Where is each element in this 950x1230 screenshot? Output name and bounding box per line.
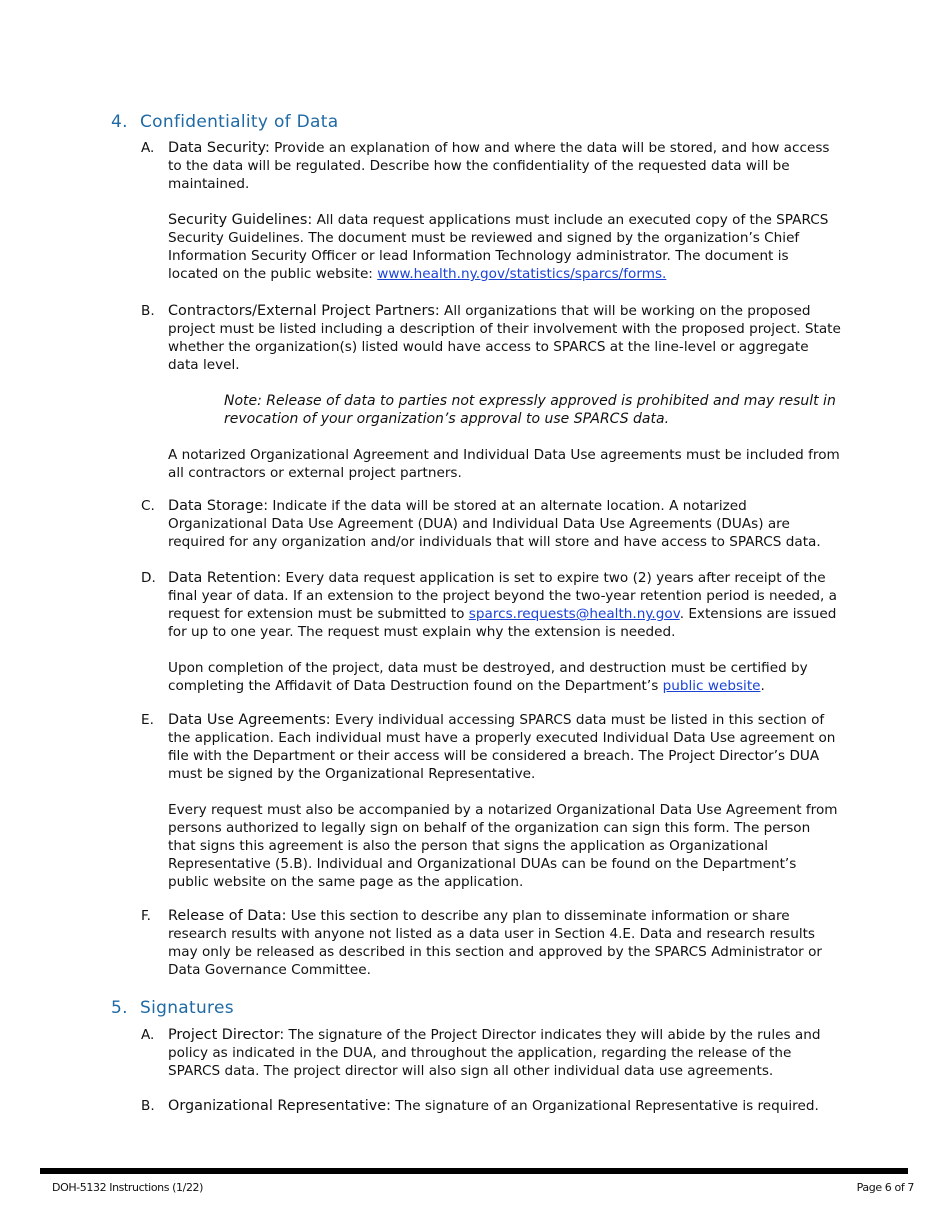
item-letter: C. xyxy=(141,498,155,514)
item-paragraph xyxy=(168,1097,841,1115)
item-text: . Extensions are issued for up to one year. The request must explain why the extension is needed. xyxy=(168,606,837,640)
item-letter: B. xyxy=(141,1098,155,1114)
item-paragraph xyxy=(168,711,841,783)
item-project-director xyxy=(141,1026,841,1080)
item-text: All organizations that will be working on the proposed project must be listed including a description of their involvement with the proposed project. State whether the organization(s) listed would have access to SPARCS at the line-level or aggregate data level. xyxy=(168,303,841,373)
footer-rule xyxy=(40,1168,908,1174)
item-lead: Data Storage: xyxy=(168,498,269,514)
section-heading-signatures xyxy=(111,998,234,1018)
item-paragraph xyxy=(168,907,841,979)
item-letter: F. xyxy=(141,908,151,924)
item-text: The signature of the Project Director indicates they will abide by the rules and policy as indicated in the DUA, and throughout the application, regarding the release of the SPARCS data. The project director will also sign all other individual data use agreements. xyxy=(168,1027,821,1079)
item-paragraph xyxy=(168,302,841,374)
notarized-agreement-paragraph: A notarized Organizational Agreement and Individual Data Use agreements must be included from all contractors or external project partners. xyxy=(168,447,840,481)
section-number: 4. xyxy=(111,112,128,132)
item-letter: D. xyxy=(141,570,156,586)
section-title: Signatures xyxy=(140,998,234,1018)
item-lead: Security Guidelines: xyxy=(168,212,313,228)
security-guidelines-paragraph xyxy=(168,211,841,283)
item-text: All data request applications must include an executed copy of the SPARCS Security Guidelines. The document must be reviewed and signed by the organization’s Chief Information Security Officer or lead Information Technology administrator. The document is located on the public website: xyxy=(168,212,829,282)
item-contractors xyxy=(141,302,841,482)
section-number: 5. xyxy=(111,998,128,1018)
destruction-paragraph xyxy=(168,659,841,695)
item-lead: Data Security: xyxy=(168,140,270,156)
item-text: The signature of an Organizational Representative is required. xyxy=(390,1098,819,1114)
item-paragraph xyxy=(168,1026,841,1080)
item-lead: Project Director: xyxy=(168,1027,285,1043)
page-number: Page 6 of 7 xyxy=(856,1181,914,1194)
item-letter: B. xyxy=(141,303,155,319)
section-title: Confidentiality of Data xyxy=(140,112,339,132)
item-data-storage xyxy=(141,497,841,551)
item-lead: Data Use Agreements: xyxy=(168,712,331,728)
item-data-use-agreements xyxy=(141,711,841,891)
organizational-dua-paragraph: Every request must also be accompanied by a notarized Organizational Data Use Agreement from persons authorized to legally sign on behalf of the organization can sign this form. The person that signs this agreement is also the person that signs the application as Organizational Representative (5.B). Individual and Organizational DUAs can be found on the Department’s public website on the same page as the application. xyxy=(168,802,838,890)
item-organizational-representative xyxy=(141,1097,841,1115)
item-release-of-data xyxy=(141,907,841,979)
item-paragraph xyxy=(168,569,841,641)
item-lead: Data Retention: xyxy=(168,570,282,586)
period: . xyxy=(760,678,765,694)
item-text: Every individual accessing SPARCS data must be listed in this section of the application. Each individual must have a properly executed Individual Data Use agreement on file with the Department or their access will be considered a breach. The Project Director’s DUA must be signed by the Organizational Representative. xyxy=(168,712,836,782)
item-letter: A. xyxy=(141,140,155,156)
item-lead: Release of Data: xyxy=(168,908,287,924)
item-text: Every data request application is set to expire two (2) years after receipt of the final year of data. If an extension to the project beyond the two-year retention period is needed, a request for extension must be submitted to xyxy=(168,570,837,622)
section-heading-confidentiality xyxy=(111,112,338,132)
item-text: Upon completion of the project, data must be destroyed, and destruction must be certified by completing the Affidavit of Data Destruction found on the Department’s xyxy=(168,660,808,694)
item-lead: Contractors/External Project Partners: xyxy=(168,303,440,319)
item-text: Use this section to describe any plan to disseminate information or share research results with anyone not listed as a data user in Section 4.E. Data and research results may only be released as described in this section and approved by the SPARCS Administrator or Data Governance Committee. xyxy=(168,908,822,978)
item-paragraph xyxy=(168,497,841,551)
item-lead: Organizational Representative: xyxy=(168,1098,391,1114)
public-website-link[interactable]: public website xyxy=(662,678,761,694)
item-letter: E. xyxy=(141,712,154,728)
item-letter: A. xyxy=(141,1027,155,1043)
sparcs-forms-link[interactable]: www.health.ny.gov/statistics/sparcs/forms. xyxy=(377,266,667,282)
item-text: Provide an explanation of how and where the data will be stored, and how access to the data will be regulated. Describe how the confidentiality of the requested data will be maintained. xyxy=(168,140,830,192)
item-data-retention xyxy=(141,569,841,695)
sparcs-requests-email-link[interactable]: sparcs.requests@health.ny.gov xyxy=(468,606,680,622)
form-id: DOH-5132 Instructions (1/22) xyxy=(52,1181,204,1194)
item-text: Indicate if the data will be stored at an alternate location. A notarized Organizational Data Use Agreement (DUA) and Individual Data Use Agreements (DUAs) are required for any organization and/or individuals that will store and have access to SPARCS data. xyxy=(168,498,821,550)
item-data-security xyxy=(141,139,841,283)
release-note: Note: Release of data to parties not expressly approved is prohibited and may result in revocation of your organization’s approval to use SPARCS data. xyxy=(224,393,836,427)
item-paragraph xyxy=(168,139,841,193)
